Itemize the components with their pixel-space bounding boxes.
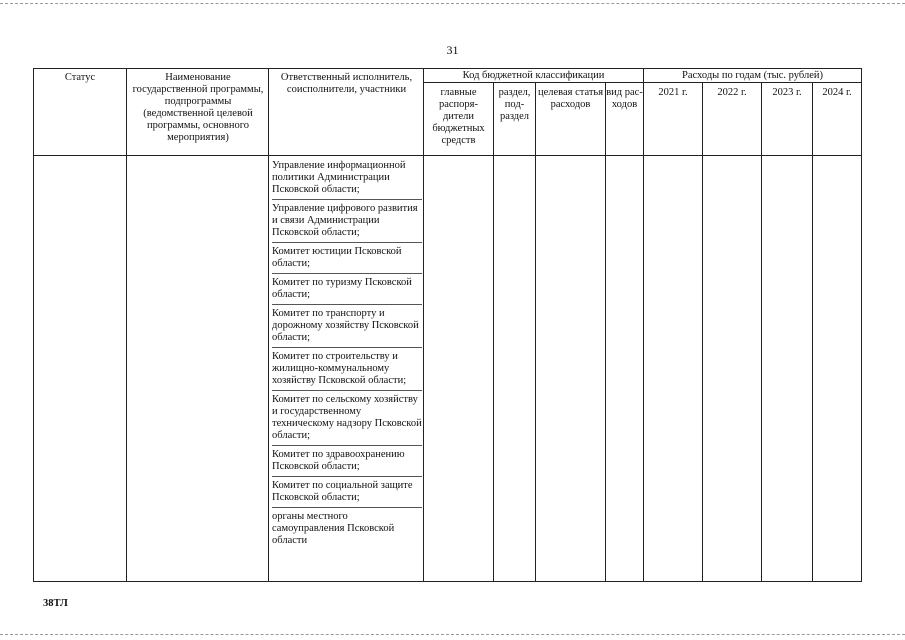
header-year-2023: 2023 г. (772, 87, 802, 98)
responsible-item: органы местного самоуправления Псковской области (272, 511, 395, 546)
responsible-item: Комитет по туризму Псковской области; (272, 277, 422, 305)
header-expenses: Расходы по годам (тыс. рублей) (682, 70, 823, 81)
responsible-item: Комитет по социальной защите Псковской области; (272, 480, 422, 508)
header-budget-target: целевая статья расходов (537, 87, 604, 110)
header-budget-section: раздел, под-раздел (498, 87, 531, 122)
header-status: Статус (64, 72, 96, 83)
header-budget-gr: главные распоря-дители бюджетных средств (432, 87, 485, 146)
header-year-2024: 2024 г. (822, 87, 852, 98)
header-year-2021: 2021 г. (658, 87, 688, 98)
footer-code: 38ТЛ (43, 598, 68, 609)
header-responsible: Ответственный исполнитель, соисполнители, участники (280, 72, 413, 95)
responsible-item: Комитет юстиции Псковской области; (272, 246, 422, 274)
header-year-2022: 2022 г. (717, 87, 747, 98)
responsible-item: Комитет по здравоохранению Псковской области; (272, 449, 422, 477)
responsible-item: Управление информационной политики Администрации Псковской области; (272, 160, 422, 200)
responsible-item: Комитет по транспорту и дорожному хозяйству Псковской области; (272, 308, 422, 348)
header-budget-kind: вид рас-ходов (606, 87, 643, 110)
responsible-list (272, 160, 422, 553)
header-budget-code: Код бюджетной классификации (462, 70, 605, 81)
responsible-item: Комитет по строительству и жилищно-коммунальному хозяйству Псковской области; (272, 351, 422, 391)
page-number: 31 (446, 43, 459, 57)
responsible-item: Управление цифрового развития и связи Администрации Псковской области; (272, 203, 422, 243)
responsible-item: Комитет по сельскому хозяйству и государственному техническому надзору Псковской области; (272, 394, 422, 446)
header-name: Наименование государственной программы, подпрограммы (ведомственной целевой программы, основного мероприятия) (132, 72, 264, 143)
